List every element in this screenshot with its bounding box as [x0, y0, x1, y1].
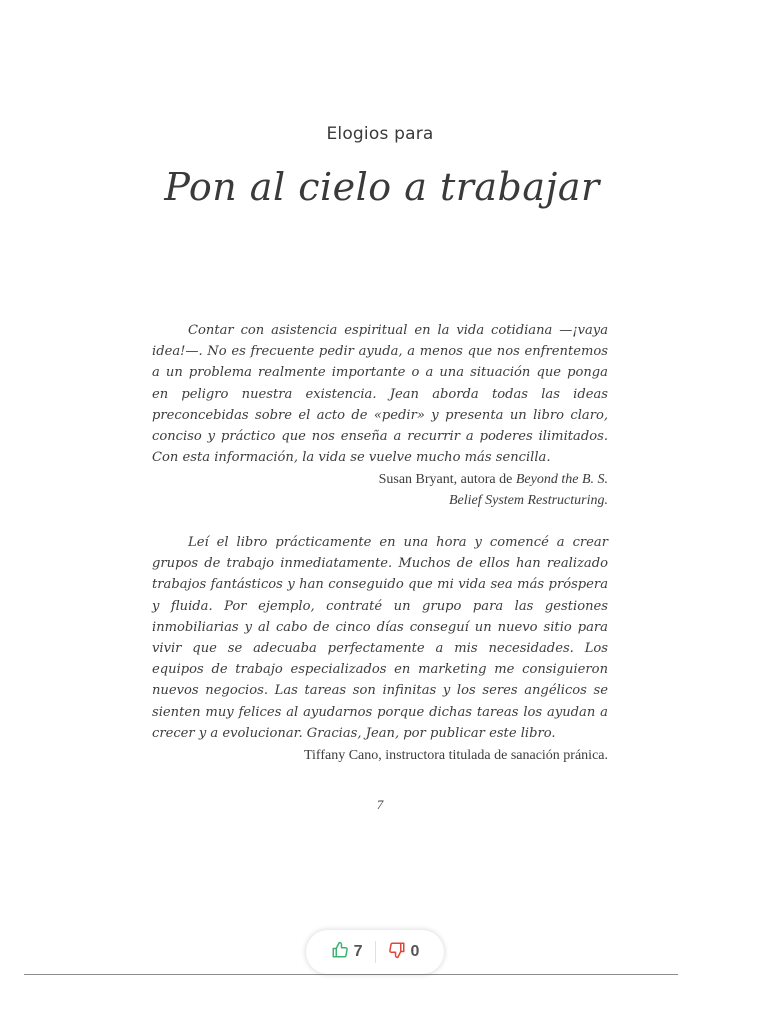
downvote-count: 0 — [410, 943, 420, 960]
attribution-1-book-line-2: Belief System Restructuring. — [448, 493, 608, 508]
bottom-divider — [24, 974, 678, 975]
testimonial-paragraph-2: Leí el libro prácticamente en una hora y comencé a crear grupos de trabajo inmediatamente. Muchos de ellos han realizado trabajos fantásticos y han conseguido que mi vida sea más próspera y fluida. Por ejemplo, contraté un grupo para las gestiones inmobiliarias y al cabo de cinco días conseguí un nuevo sitio para vivir que se adecuaba perfectamente a mis necesidades. Los equipos de trabajo especializados en marketing me consiguieron nuevos negocios. Las tareas son infinitas y los seres angélicos se sienten muy felices al ayudarnos porque dichas tareas los ayudan a crecer y a evolucionar. Gracias, Jean, por publicar este libro. — [152, 535, 608, 741]
testimonial-paragraph-1: Contar con asistencia espiritual en la vida cotidiana —¡vaya idea!—. No es frecuente pedir ayuda, a menos que nos enfrentemos a un problema realmente importante o a una situación que ponga en peligro nuestra existencia. Jean aborda todas las ideas preconcebidas sobre el acto de «pedir» y presenta un libro claro, conciso y práctico que nos enseña a recurrir a poderes ilimitados. Con esta información, la vida se vuelve mucho más sencilla. — [152, 323, 608, 466]
subtitle: Elogios para — [326, 124, 434, 144]
thumbs-up-icon — [331, 941, 349, 964]
attribution-2: Tiffany Cano, instructora titulada de sanación pránica. — [303, 748, 608, 763]
thumbs-down-icon — [388, 941, 406, 964]
downvote-button[interactable] — [376, 941, 432, 964]
attribution-1-name: Susan Bryant, autora de — [378, 472, 516, 487]
attribution-1-book-line-1: Beyond the B. S. — [515, 472, 608, 487]
book-title: Pon al cielo a trabajar — [164, 165, 600, 209]
upvote-count: 7 — [353, 943, 363, 960]
page-number: 7 — [376, 797, 384, 812]
upvote-button[interactable] — [319, 941, 375, 964]
vote-widget — [306, 930, 444, 974]
attribution-1 — [379, 469, 608, 511]
